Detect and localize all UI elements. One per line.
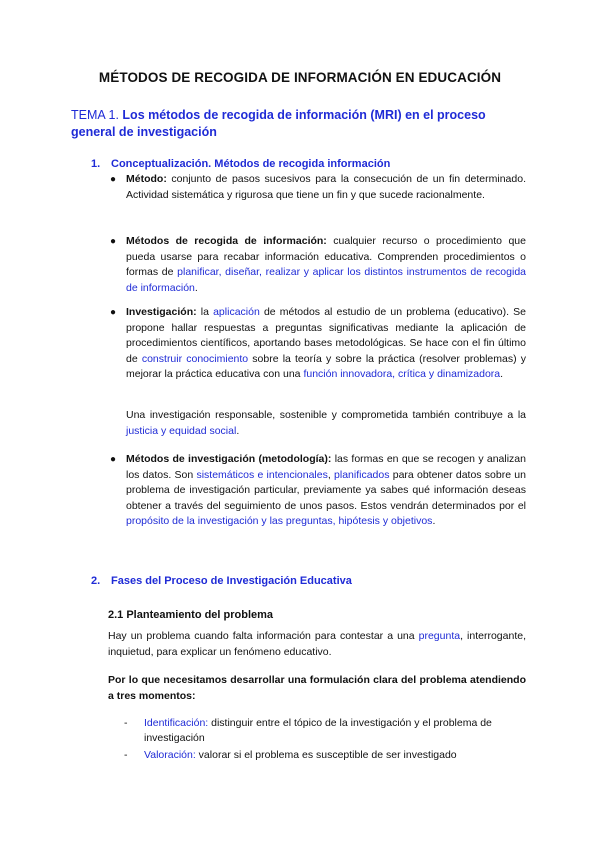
bullet-metodo (110, 172, 526, 203)
highlight-text: aplicación (213, 306, 260, 318)
bullet-text: las formas en que se recogen y analizan los datos. Son (126, 453, 526, 481)
problem-paragraph (108, 629, 526, 660)
tema-heading (71, 107, 531, 141)
tema-number: TEMA 1. (71, 108, 119, 122)
bullet-metodos-investigacion (110, 452, 526, 530)
highlight-text: función innovadora, crítica y dinamizadora (303, 368, 501, 380)
moment-label: Valoración: (144, 749, 196, 761)
list-item (108, 748, 526, 763)
document-title: MÉTODOS DE RECOGIDA DE INFORMACIÓN EN EDUCACIÓN (98, 70, 502, 85)
dash-marker: - (124, 717, 128, 729)
bullet-investigacion (110, 305, 526, 383)
para-text: Hay un problema cuando falta información para contestar a una (108, 630, 419, 642)
section-1-number: 1. (91, 158, 101, 170)
moment-text: valorar si el problema es susceptible de ser investigado (195, 749, 457, 761)
subsection-2-1-heading: 2.1 Planteamiento del problema (108, 609, 274, 621)
bullet-text: Una investigación responsable, sostenible y comprometida también contribuye a la (126, 409, 526, 421)
bullet-dot: ● (110, 236, 117, 247)
highlight-text: planificar, diseñar, realizar y aplicar los distintos instrumentos de recogida de información (126, 266, 526, 294)
bullet-text: de métodos al estudio de un problema (educativo). Se propone hallar respuestas a preguntas significativas mediante la aplicación de procedimientos científicos, aportando bases metodológicas. Se hace con el fin último de (126, 306, 526, 365)
bullet-term: Métodos de investigación (metodología): (126, 453, 332, 465)
section-2-title: Fases del Proceso de Investigación Educativa (111, 575, 352, 587)
bullet-text: cualquier recurso o procedimiento que pueda usarse para recabar información educativa. Comprenden procedimientos o formas de (126, 235, 526, 278)
bullet-dot: ● (110, 174, 117, 185)
section-1-heading (91, 158, 390, 170)
dash-marker: - (124, 749, 128, 761)
bullet-dot: ● (110, 307, 117, 318)
bold-paragraph: Por lo que necesitamos desarrollar una formulación clara del problema atendiendo a tres momentos: (108, 674, 526, 702)
bullet-term: Investigación: (126, 306, 197, 318)
section-2-heading (91, 575, 352, 587)
list-item (108, 716, 526, 745)
highlight-text: planificados (334, 468, 390, 481)
bullet-text: , (327, 468, 335, 481)
bullet-text: sobre la teoría y sobre la práctica (resolver problemas) y mejorar la práctica educativa con una (126, 352, 526, 380)
section-2-number: 2. (91, 575, 101, 587)
highlight-text: propósito de la investigación y las preguntas, hipótesis y objetivos (126, 515, 433, 527)
bullet-text: . (500, 368, 504, 380)
moment-text: distinguir entre el tópico de la investigación y el problema de investigación (144, 717, 492, 744)
bullet-text: . (432, 515, 436, 527)
moment-label: Identificación: (144, 717, 209, 729)
bullet-text: . (236, 424, 240, 437)
moments-list (108, 716, 526, 763)
bullet-term: Métodos de recogida de información: (126, 235, 327, 247)
bullet-term: Método: (126, 173, 167, 185)
para-text: , interrogante, inquietud, para explicar un fenómeno educativo. (108, 630, 526, 658)
bullet-text: conjunto de pasos sucesivos para la consecución de un fin determinado. Actividad sistemática y rigurosa que tiene un fin y que sucede racionalmente. (126, 173, 526, 201)
highlight-text: justicia y equidad social (126, 424, 237, 437)
bullet-mri (110, 234, 526, 296)
highlight-text: construir conocimiento (141, 352, 249, 365)
bullet-text: la (196, 306, 214, 318)
bullet-text: . (194, 281, 198, 294)
bullet-dot: ● (110, 454, 117, 465)
tema-text: Los métodos de recogida de información (MRI) en el proceso general de investigación (71, 108, 486, 139)
investigacion-extra-paragraph (126, 408, 526, 439)
section-1-title: Conceptualización. Métodos de recogida información (111, 158, 391, 170)
highlight-text: pregunta (418, 630, 461, 642)
highlight-text: sistemáticos e intencionales (196, 468, 328, 481)
bullet-text: para obtener datos sobre un problema de investigación particular, previamente ya sabes qué información deseas obtener a través del seguimiento de unos pasos. Estos vendrán determinados por el (126, 468, 526, 512)
